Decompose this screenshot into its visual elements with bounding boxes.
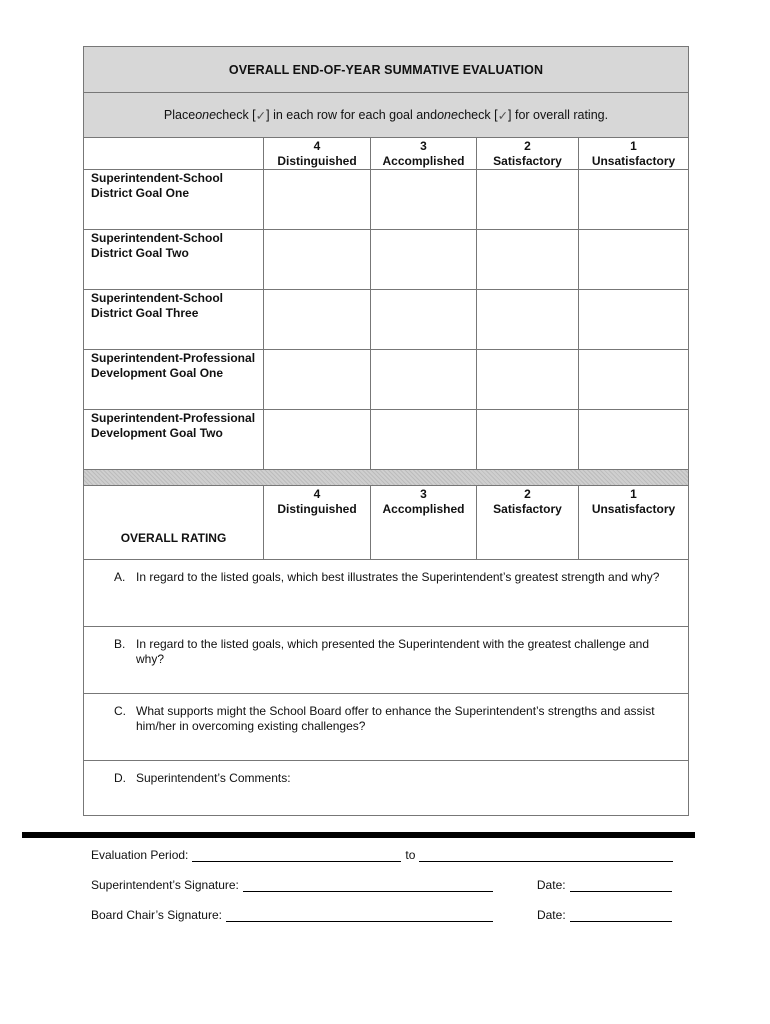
question-text: In regard to the listed goals, which best illustrates the Superintendent’s greatest strength and why? [136,570,660,584]
table-corner [84,138,264,170]
rating-cell[interactable] [477,290,579,350]
row-label-district-goal-three [84,290,264,350]
instruction-part: ] for overall rating. [508,108,609,122]
row-label-line: Superintendent-School [91,171,223,185]
checkmark-icon: ✓ [255,108,267,123]
rating-cell[interactable] [371,350,477,410]
column-number: 1 [630,487,637,501]
overall-option-unsatisfactory[interactable] [579,486,688,560]
row-label-professional-goal-two [84,410,264,470]
row-label-line: District Goal Three [91,306,199,320]
board-chair-signature-label: Board Chair’s Signature: [91,908,222,922]
rating-cell[interactable] [264,290,371,350]
row-label-line: Development Goal One [91,366,224,380]
row-label-line: Superintendent-Professional [91,411,256,425]
instruction-part: Place [163,108,196,122]
row-label-line: Superintendent-Professional [91,351,256,365]
instruction-part: ] in each row for each goal and [266,108,438,122]
evaluation-period-start-field[interactable] [192,849,401,862]
superintendent-date-field[interactable] [570,879,672,892]
column-number: 4 [313,139,321,153]
instruction-emphasis: one [195,108,217,122]
row-label-line: Development Goal Two [91,426,223,440]
rating-cell[interactable] [579,290,688,350]
evaluation-form [83,46,689,816]
row-label-line: Superintendent-School [91,231,223,245]
row-label-professional-goal-one [84,350,264,410]
section-separator [84,470,688,486]
column-header-unsatisfactory [579,138,688,170]
instruction-part: check [ [216,108,256,122]
rating-cell[interactable] [371,170,477,230]
question-a[interactable] [84,560,688,627]
superintendent-signature-row [91,876,672,892]
column-label: Satisfactory [493,154,562,168]
column-label: Accomplished [382,502,465,516]
row-label-district-goal-one [84,170,264,230]
rating-cell[interactable] [477,350,579,410]
row-label-district-goal-two [84,230,264,290]
board-chair-signature-field[interactable] [226,909,493,922]
overall-option-distinguished[interactable] [264,486,371,560]
rating-cell[interactable] [579,170,688,230]
evaluation-period-row [91,846,673,862]
column-number: 3 [420,139,427,153]
date-label: Date: [536,908,566,922]
question-d[interactable] [84,761,688,815]
question-letter: D. [114,771,126,785]
column-header-distinguished [264,138,371,170]
rating-cell[interactable] [579,350,688,410]
question-letter: C. [114,704,126,718]
column-header-accomplished [371,138,477,170]
checkmark-icon: ✓ [497,108,509,123]
overall-rating-label: OVERALL RATING [84,486,264,560]
rating-cell[interactable] [477,410,579,470]
column-number: 4 [313,487,321,501]
rating-cell[interactable] [371,290,477,350]
overall-option-satisfactory[interactable] [477,486,579,560]
column-number: 2 [524,487,531,501]
to-label: to [405,848,416,862]
instruction-emphasis: one [437,108,458,122]
rating-cell[interactable] [264,230,371,290]
column-label: Distinguished [277,502,357,516]
board-chair-date-field[interactable] [570,909,672,922]
column-number: 1 [630,139,637,153]
column-header-satisfactory [477,138,579,170]
goals-rating-table [84,138,688,470]
date-label: Date: [536,878,566,892]
instruction-part: check [ [457,108,498,122]
superintendent-signature-label: Superintendent’s Signature: [91,878,239,892]
overall-rating-table [84,486,688,560]
column-label: Accomplished [382,154,465,168]
superintendent-signature-field[interactable] [243,879,493,892]
question-letter: A. [114,570,126,584]
question-letter: B. [114,637,126,651]
column-label: Distinguished [277,154,357,168]
rating-cell[interactable] [371,230,477,290]
evaluation-period-end-field[interactable] [419,849,673,862]
board-chair-signature-row [91,906,672,922]
rating-cell[interactable] [371,410,477,470]
question-b[interactable] [84,627,688,694]
instruction-text [84,93,688,138]
rating-cell[interactable] [264,350,371,410]
rating-cell[interactable] [264,410,371,470]
divider-bar [22,832,695,838]
column-label: Unsatisfactory [591,154,676,168]
rating-cell[interactable] [477,230,579,290]
row-label-line: District Goal One [91,186,190,200]
column-number: 3 [420,487,427,501]
column-label: Unsatisfactory [591,502,676,516]
row-label-line: Superintendent-School [91,291,223,305]
overall-option-accomplished[interactable] [371,486,477,560]
form-title: OVERALL END-OF-YEAR SUMMATIVE EVALUATION [84,47,688,93]
rating-cell[interactable] [579,410,688,470]
column-label: Satisfactory [493,502,562,516]
question-text: In regard to the listed goals, which presented the Superintendent with the greatest challenge and why? [136,637,650,666]
question-text: What supports might the School Board offer to enhance the Superintendent’s strengths and assist him/her in overcoming existing challenges? [136,704,655,733]
rating-cell[interactable] [579,230,688,290]
question-c[interactable] [84,694,688,761]
rating-cell[interactable] [264,170,371,230]
row-label-line: District Goal Two [91,246,189,260]
column-number: 2 [524,139,531,153]
question-text: Superintendent’s Comments: [136,771,291,785]
rating-cell[interactable] [477,170,579,230]
evaluation-period-label: Evaluation Period: [91,848,189,862]
